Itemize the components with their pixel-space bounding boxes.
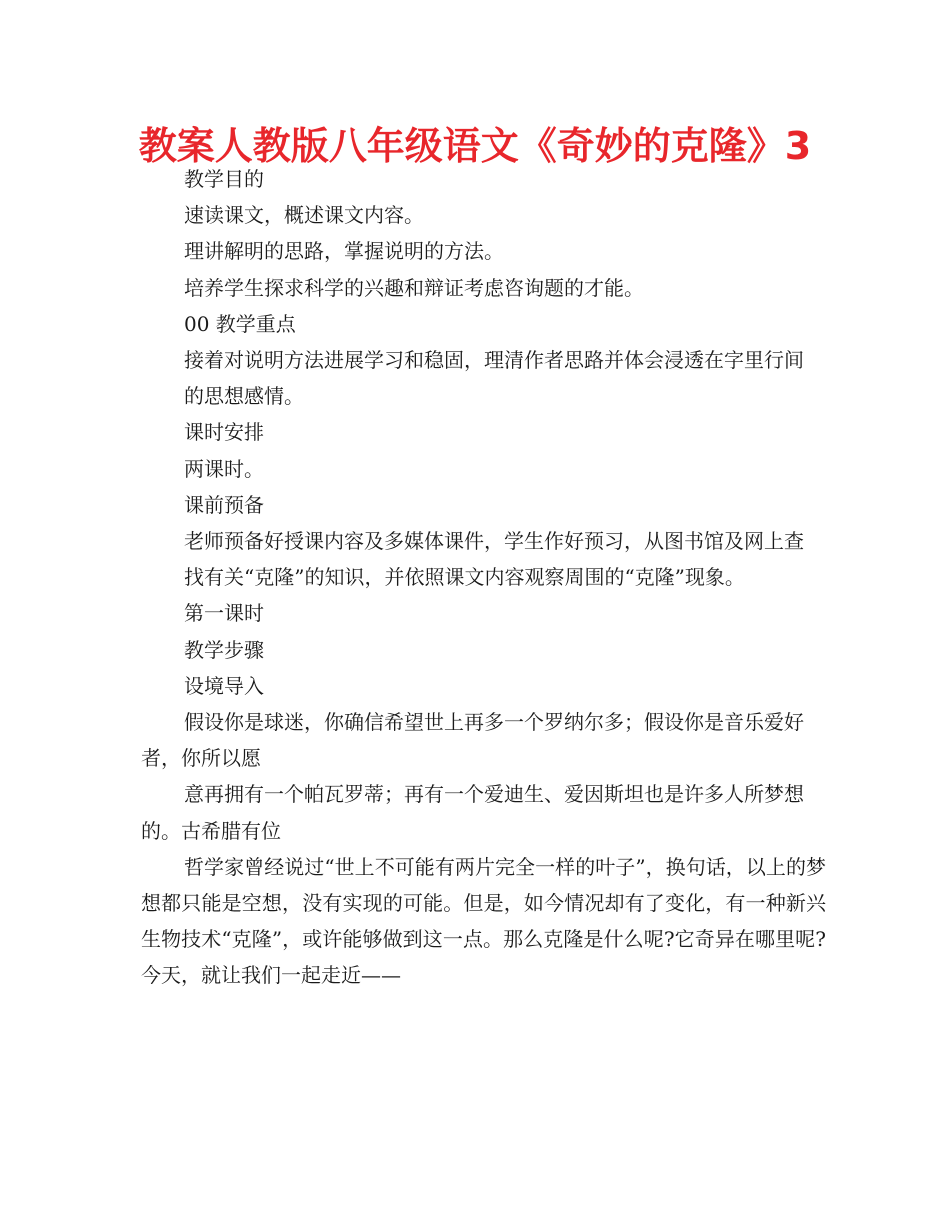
paragraph: 的思想感情。 (184, 384, 304, 409)
section-heading-key-points: 00 教学重点 (184, 311, 296, 336)
paragraph: 意再拥有一个帕瓦罗蒂；再有一个爱迪生、爱因斯坦也是许多人所梦想的。古希腊有位 (141, 782, 804, 843)
section-heading-steps: 教学步骤 (184, 637, 264, 662)
paragraph: 找有关“克隆”的知识，并依照课文内容观察周围的“克隆”现象。 (184, 565, 745, 590)
section-heading-preparation: 课前预备 (184, 492, 264, 517)
document-body (141, 161, 826, 994)
paragraph: 接着对说明方法进展学习和稳固，理清作者思路并体会浸透在字里行间 (184, 348, 804, 373)
section-heading-first-lesson: 第一课时 (184, 601, 264, 626)
paragraph: 速读课文，概述课文内容。 (184, 203, 424, 228)
paragraph: 两课时。 (184, 456, 264, 481)
section-heading-schedule: 课时安排 (184, 420, 264, 445)
paragraph: 假设你是球迷，你确信希望世上再多一个罗纳尔多；假设你是音乐爱好者，你所以愿 (141, 710, 804, 771)
section-heading-objectives: 教学目的 (184, 167, 264, 191)
paragraph: 理讲解明的思路，掌握说明的方法。 (184, 239, 504, 264)
document-title: 教案人教版八年级语文《奇妙的克隆》3 (138, 124, 812, 168)
paragraph: 哲学家曾经说过“世上不可能有两片完全一样的叶子”，换句话，以上的梦想都只能是空想，没有实现的可能。但是，如今情况却有了变化，有一种新兴生物技术“克隆”，或许能够做到这一点。那么克隆是什么呢?它奇异在哪里呢?今天，就让我们一起走近—— (141, 854, 826, 988)
paragraph: 培养学生探求科学的兴趣和辩证考虑咨询题的才能。 (184, 275, 644, 300)
paragraph: 老师预备好授课内容及多媒体课件，学生作好预习，从图书馆及网上查 (184, 529, 804, 554)
section-heading-introduction: 设境导入 (184, 673, 264, 698)
